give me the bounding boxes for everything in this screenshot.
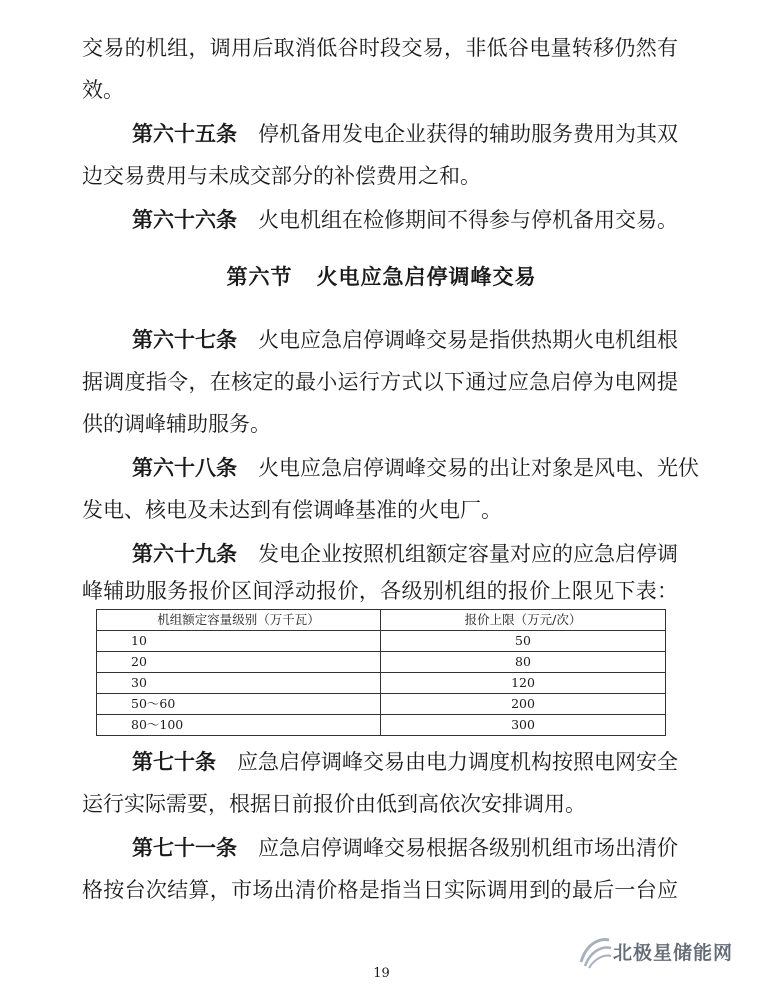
table-cell: 300 xyxy=(381,715,666,736)
table-cell: 120 xyxy=(381,673,666,694)
section-heading xyxy=(0,262,763,292)
table-cell: 10 xyxy=(97,631,381,652)
paragraph-line: 发电、核电及未达到有偿调峰基准的火电厂。 xyxy=(82,498,502,522)
section-title: 火电应急启停调峰交易 xyxy=(316,264,537,289)
price-cap-table xyxy=(96,609,666,736)
article-66: 第六十六条 火电机组在检修期间不得参与停机备用交易。 xyxy=(132,207,678,232)
table-row xyxy=(97,652,666,673)
article-71: 第七十一条 应急启停调峰交易根据各级别机组市场出清价 xyxy=(132,835,678,860)
table-row xyxy=(97,715,666,736)
paragraph-line: 边交易费用与未成交部分的补偿费用之和。 xyxy=(82,164,481,188)
article-number: 第七十一条 xyxy=(132,835,237,860)
logo-swirl-icon xyxy=(575,932,615,972)
article-68: 第六十八条 火电应急启停调峰交易的出让对象是风电、光伏 xyxy=(132,455,699,480)
table-header: 机组额定容量级别（万千瓦） xyxy=(97,610,381,631)
paragraph-line: 效。 xyxy=(82,78,124,102)
article-number: 第六十九条 xyxy=(132,541,237,566)
table-row xyxy=(97,673,666,694)
article-70: 第七十条 应急启停调峰交易由电力调度机构按照电网安全 xyxy=(132,749,678,774)
table-cell: 50～60 xyxy=(97,694,381,715)
paragraph-line: 峰辅助服务报价区间浮动报价，各级别机组的报价上限见下表： xyxy=(82,579,678,603)
article-69: 第六十九条 发电企业按照机组额定容量对应的应急启停调 xyxy=(132,541,678,566)
table-header: 报价上限（万元/次） xyxy=(381,610,666,631)
table-cell: 50 xyxy=(381,631,666,652)
paragraph-line: 运行实际需要，根据日前报价由低到高依次安排调用。 xyxy=(82,792,586,816)
table-cell: 30 xyxy=(97,673,381,694)
table-row xyxy=(97,631,666,652)
article-number: 第六十五条 xyxy=(132,121,237,146)
paragraph-line: 供的调峰辅助服务。 xyxy=(82,412,271,436)
article-number: 第六十八条 xyxy=(132,455,237,480)
paragraph-line: 交易的机组，调用后取消低谷时段交易，非低谷电量转移仍然有 xyxy=(82,36,678,60)
section-number: 第六节 xyxy=(226,264,293,289)
table-cell: 200 xyxy=(381,694,666,715)
page-number: 19 xyxy=(373,966,390,981)
article-number: 第六十七条 xyxy=(132,327,237,352)
watermark xyxy=(575,932,755,972)
article-number: 第六十六条 xyxy=(132,207,237,232)
article-65: 第六十五条 停机备用发电企业获得的辅助服务费用为其双 xyxy=(132,121,678,146)
paragraph-line: 据调度指令，在核定的最小运行方式以下通过应急启停为电网提 xyxy=(82,370,678,394)
table-cell: 80～100 xyxy=(97,715,381,736)
watermark-text: 北极星储能网 xyxy=(613,942,734,964)
table-header-row xyxy=(97,610,666,631)
table-cell: 80 xyxy=(381,652,666,673)
table-row xyxy=(97,694,666,715)
table-cell: 20 xyxy=(97,652,381,673)
article-67: 第六十七条 火电应急启停调峰交易是指供热期火电机组根 xyxy=(132,327,678,352)
paragraph-line: 格按台次结算，市场出清价格是指当日实际调用到的最后一台应 xyxy=(82,878,678,902)
article-number: 第七十条 xyxy=(132,749,216,774)
